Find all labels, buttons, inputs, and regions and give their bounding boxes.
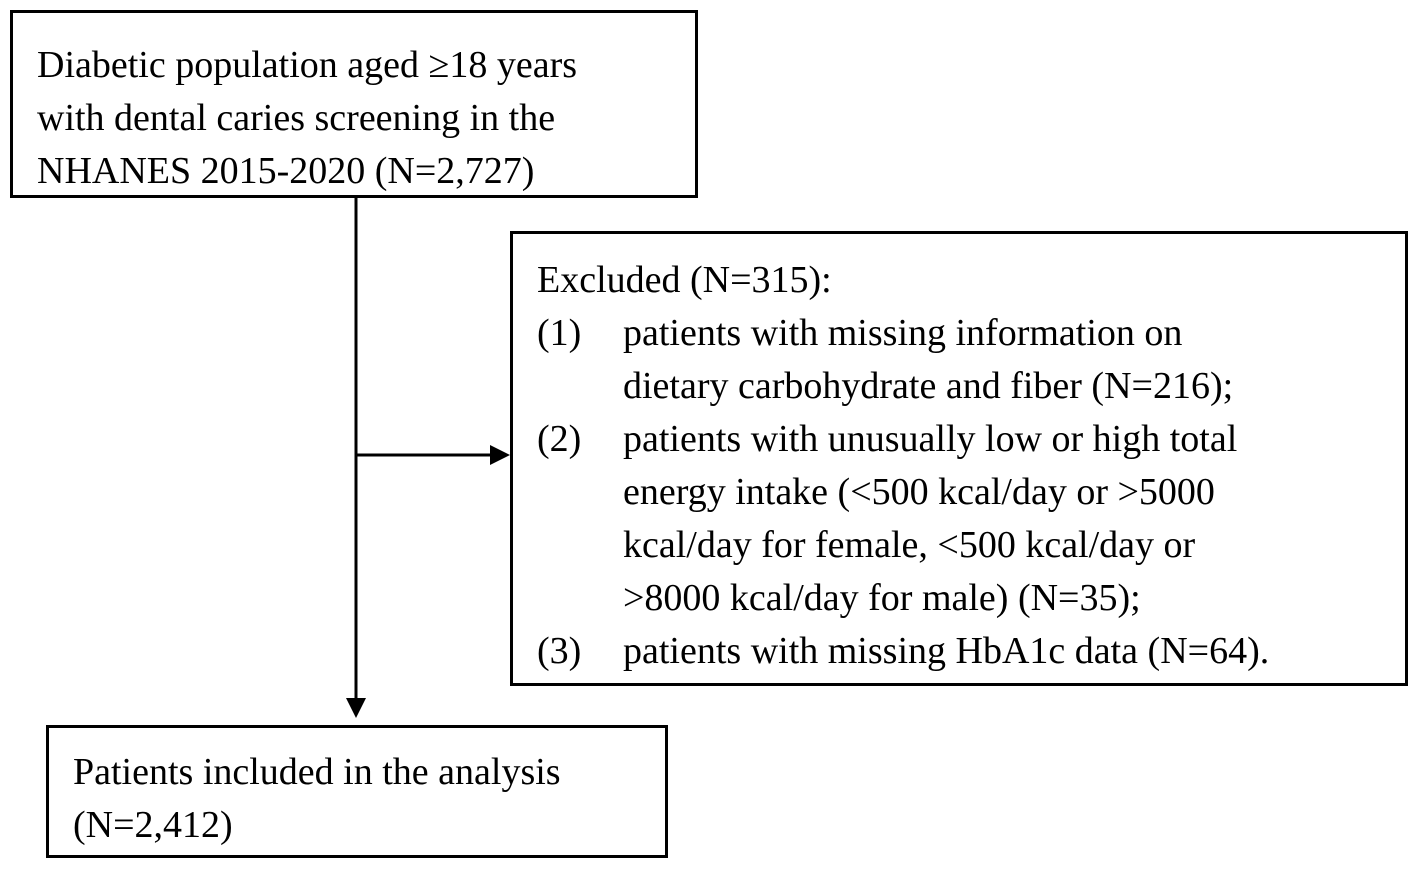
exclusion-item-2-line-1: patients with unusually low or high total — [623, 418, 1238, 460]
exclusion-item-3-line-1: patients with missing HbA1c data (N=64). — [623, 630, 1270, 672]
right-arrowhead — [490, 445, 510, 465]
exclusion-item-1-line-2: dietary carbohydrate and fiber (N=216); — [623, 365, 1234, 407]
exclusion-item-1-number: (1) — [537, 312, 582, 354]
exclusion-item-2-line-2: energy intake (<500 kcal/day or >5000 — [623, 471, 1215, 513]
eligible-population-line-1: Diabetic population aged ≥18 years — [37, 44, 578, 86]
exclusion-item-2-number: (2) — [537, 418, 582, 460]
exclusion-item-1 — [537, 307, 1405, 413]
exclusion-item-2-line-3: kcal/day for female, <500 kcal/day or — [623, 524, 1196, 566]
eligible-population-box — [10, 10, 698, 198]
down-arrowhead — [346, 698, 366, 718]
exclusion-item-2 — [537, 413, 1405, 625]
excluded-heading: Excluded (N=315): — [537, 259, 832, 301]
exclusion-item-2-line-4: >8000 kcal/day for male) (N=35); — [623, 577, 1141, 619]
included-patients-line-2: (N=2,412) — [73, 804, 233, 846]
eligible-population-line-3: NHANES 2015-2020 (N=2,727) — [37, 150, 535, 192]
exclusion-item-3-number: (3) — [537, 630, 582, 672]
eligible-population-line-2: with dental caries screening in the — [37, 97, 556, 139]
included-patients-line-1: Patients included in the analysis — [73, 751, 561, 793]
exclusion-item-1-line-1: patients with missing information on — [623, 312, 1183, 354]
exclusion-item-3 — [537, 625, 1405, 678]
included-patients-box — [46, 725, 668, 858]
excluded-box — [510, 231, 1408, 686]
